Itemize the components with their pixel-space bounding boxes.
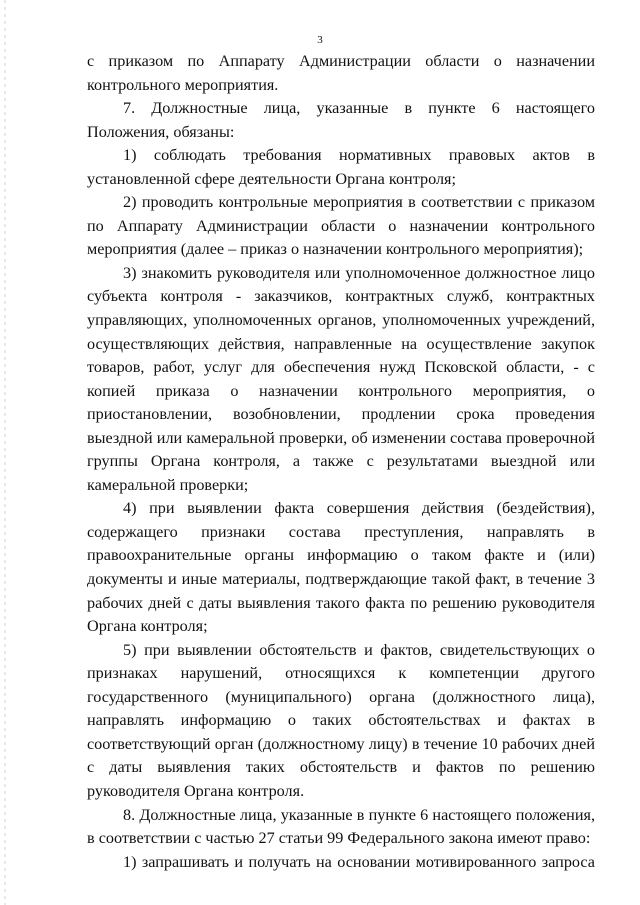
paragraph-item-8: 8. Должностные лица, указанные в пункте 6 настоящего положения, в соответствии с частью 27 статьи 99 Федерального закона имеют право: bbox=[87, 805, 595, 848]
paragraph-item-7: 7. Должностные лица, указанные в пункте 6 настоящего Положения, обязаны: bbox=[87, 99, 595, 141]
document-body bbox=[87, 50, 595, 874]
scan-binding-edge bbox=[4, 0, 6, 905]
paragraph-subitem-4: 4) при выявлении факта совершения действия (бездействия), содержащего признаки состава преступления, направлять в правоохранительные органы информацию о таком факте и (или) документы и иные материалы, подтверждающие такой факт, в течение 3 рабочих дней с даты выявления такого факта по решению руководителя Органа контроля; bbox=[87, 499, 595, 636]
paragraph-subitem-5: 5) при выявлении обстоятельств и фактов, свидетельствующих о признаках нарушений, относящихся к компетенции другого государственного (муниципального) органа (должностного лица), направлять информацию о таких обстоятельствах и фактах в соответствующий орган (должностному лицу) в течение 10 рабочих дней с даты выявления таких обстоятельств и фактов по решению руководителя Органа контроля. bbox=[87, 640, 595, 800]
paragraph-subitem-2: 2) проводить контрольные мероприятия в соответствии с приказом по Аппарату Администрации области о назначении контрольного мероприятия (далее – приказ о назначении контрольного мероприятия); bbox=[87, 193, 595, 259]
paragraph-subitem-1: 1) соблюдать требования нормативных правовых актов в установленной сфере деятельности Органа контроля; bbox=[87, 146, 595, 188]
paragraph-continuation: с приказом по Аппарату Администрации области о назначении контрольного мероприятия. bbox=[87, 52, 595, 94]
paragraph-subitem-3: 3) знакомить руководителя или уполномоченное должностное лицо субъекта контроля - заказчиков, контрактных служб, контрактных управляющих, уполномоченных органов, уполномоченных учреждений, осуществляющих действия, направленные на осуществление закупок товаров, работ, услуг для обеспечения нужд Псковской области, - с копией приказа о назначении контрольного мероприятия, о приостановлении, возобновлении, продлении срока проведения выездной или камеральной проверки, об изменении состава проверочной группы Органа контроля, а также с результатами выездной или камеральной проверки; bbox=[87, 263, 595, 494]
paragraph-item-8-subitem-1: 1) запрашивать и получать на основании мотивированного запроса bbox=[123, 852, 595, 871]
page-number: 3 bbox=[317, 34, 323, 46]
